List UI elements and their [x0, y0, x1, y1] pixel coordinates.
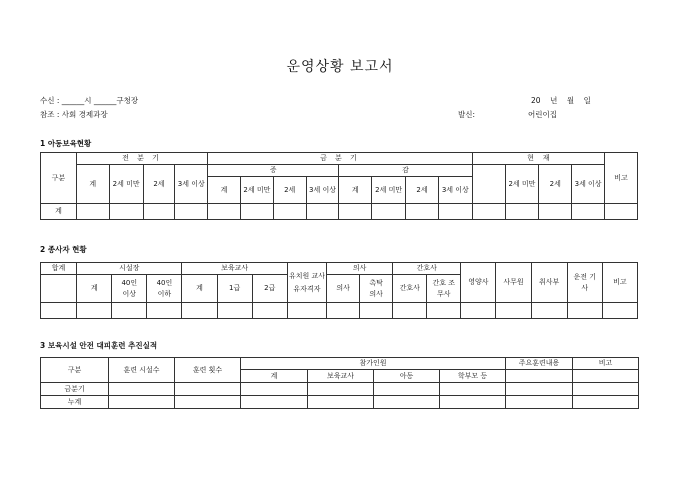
col-content: 주요훈련내용	[506, 358, 573, 370]
teacher-grade2: 2급	[252, 275, 287, 303]
cell[interactable]	[175, 396, 241, 409]
reference-line: 참조 : 사회 경제과장	[40, 110, 108, 119]
cell[interactable]	[175, 204, 208, 220]
staff-table	[40, 262, 638, 319]
teacher-total: 계	[182, 275, 217, 303]
cell[interactable]	[531, 303, 567, 319]
cell[interactable]	[241, 383, 308, 396]
now-blank	[472, 165, 505, 204]
row-cum-label: 누계	[41, 396, 109, 409]
cell[interactable]	[208, 204, 241, 220]
col-participants: 참가인원	[241, 358, 506, 370]
cell[interactable]	[461, 303, 496, 319]
cell[interactable]	[472, 204, 505, 220]
now-age2: 2세	[539, 165, 572, 204]
table-row	[41, 303, 638, 319]
cell[interactable]	[143, 204, 175, 220]
cell[interactable]	[217, 303, 252, 319]
prev-under2: 2세 미만	[109, 165, 143, 204]
content-sub-blank	[506, 370, 573, 383]
cell[interactable]	[374, 396, 440, 409]
total-blank	[41, 275, 77, 303]
cell[interactable]	[573, 383, 639, 396]
cell[interactable]	[339, 204, 372, 220]
page-title: 운영상황 보고서	[286, 59, 394, 75]
col-training-count: 훈련 횟수	[175, 358, 241, 383]
cell[interactable]	[393, 303, 427, 319]
cell[interactable]	[327, 303, 360, 319]
col-director: 시설장	[77, 263, 182, 275]
col-remark: 비고	[573, 358, 639, 370]
cell[interactable]	[572, 204, 605, 220]
col-facility-count: 훈련 시설수	[109, 358, 175, 383]
director-over40: 40인 이상	[112, 275, 147, 303]
col-nurse-group: 간호사	[393, 263, 461, 275]
cell[interactable]	[147, 303, 182, 319]
date-line: 20 년 월 일	[531, 96, 591, 105]
col-increase: 증	[208, 165, 339, 177]
cell[interactable]	[182, 303, 217, 319]
col-total: 합계	[41, 263, 77, 275]
prev-total: 계	[76, 165, 109, 204]
table-row	[41, 396, 639, 409]
cell[interactable]	[539, 204, 572, 220]
cell[interactable]	[308, 383, 374, 396]
inc-under2: 2세 미만	[240, 177, 273, 204]
table-row	[41, 204, 638, 220]
dec-total: 계	[339, 177, 372, 204]
doctor-sub: 의사	[327, 275, 360, 303]
p-child: 아동	[374, 370, 440, 383]
row-total-label: 계	[41, 204, 77, 220]
now-under2: 2세 미만	[505, 165, 539, 204]
col-clerk: 사무원	[496, 263, 531, 303]
col-prev-quarter: 전 분 기	[76, 153, 207, 165]
cell[interactable]	[440, 383, 506, 396]
child-care-table	[40, 152, 638, 220]
p-total: 계	[241, 370, 308, 383]
table-row	[41, 383, 639, 396]
cell[interactable]	[567, 303, 602, 319]
row-curr-label: 금분기	[41, 383, 109, 396]
cell[interactable]	[605, 204, 638, 220]
col-driver: 운전 기사	[567, 263, 602, 303]
col-gubun: 구분	[41, 358, 109, 383]
cell[interactable]	[273, 204, 306, 220]
cell[interactable]	[112, 303, 147, 319]
cell[interactable]	[372, 204, 406, 220]
cell[interactable]	[77, 303, 112, 319]
col-current: 현 재	[472, 153, 604, 165]
cell[interactable]	[241, 396, 308, 409]
cell[interactable]	[109, 383, 175, 396]
section2-heading: 2 종사자 현황	[40, 245, 87, 254]
col-kinder-teacher: 유치원 교사 유자격자	[287, 263, 326, 303]
prev-age2: 2세	[143, 165, 175, 204]
col-teacher: 보육교사	[182, 263, 287, 275]
cell[interactable]	[374, 383, 440, 396]
section1-heading: 1 아동보육현황	[40, 139, 92, 148]
section3-heading: 3 보육시설 안전 대피훈련 추진실적	[40, 341, 158, 350]
prev-age3: 3세 이상	[175, 165, 208, 204]
sender-label: 발신:	[458, 110, 476, 119]
now-age3: 3세 이상	[572, 165, 605, 204]
teacher-grade1: 1급	[217, 275, 252, 303]
cell[interactable]	[573, 396, 639, 409]
dec-age3: 3세 이상	[438, 177, 472, 204]
cell[interactable]	[602, 303, 637, 319]
cell[interactable]	[506, 383, 573, 396]
cell[interactable]	[109, 396, 175, 409]
cell[interactable]	[287, 303, 326, 319]
cell[interactable]	[41, 303, 77, 319]
dec-age2: 2세	[406, 177, 439, 204]
nurse-sub: 간호사	[393, 275, 427, 303]
cell[interactable]	[252, 303, 287, 319]
director-under40: 40인 이하	[147, 275, 182, 303]
cell[interactable]	[76, 204, 109, 220]
recipient-line: 수신 : ______시 ______구청장	[40, 96, 139, 105]
cell[interactable]	[506, 396, 573, 409]
cell[interactable]	[109, 204, 143, 220]
cell[interactable]	[360, 303, 393, 319]
col-decrease: 감	[339, 165, 472, 177]
cell[interactable]	[440, 396, 506, 409]
p-parent: 학부모 등	[440, 370, 506, 383]
inc-age2: 2세	[273, 177, 306, 204]
col-cook: 취사부	[531, 263, 567, 303]
cell[interactable]	[496, 303, 531, 319]
cell[interactable]	[175, 383, 241, 396]
inc-age3: 3세 이상	[306, 177, 339, 204]
cell[interactable]	[308, 396, 374, 409]
col-remark: 비고	[602, 263, 637, 303]
col-curr-quarter: 금 분 기	[208, 153, 473, 165]
col-nutritionist: 영양사	[461, 263, 496, 303]
p-teacher: 보육교사	[308, 370, 374, 383]
sender-name: 어린이집	[528, 110, 557, 119]
director-total: 계	[77, 275, 112, 303]
col-doctor: 의사	[327, 263, 393, 275]
cell[interactable]	[427, 303, 461, 319]
col-gubun: 구분	[41, 153, 77, 204]
doctor-oriental: 촉탁 의사	[360, 275, 393, 303]
cell[interactable]	[505, 204, 539, 220]
remark-sub-blank	[573, 370, 639, 383]
inc-total: 계	[208, 177, 241, 204]
col-remark: 비고	[605, 153, 638, 204]
cell[interactable]	[406, 204, 439, 220]
cell[interactable]	[240, 204, 273, 220]
dec-under2: 2세 미만	[372, 177, 406, 204]
nurse-aide: 간호 조무사	[427, 275, 461, 303]
evacuation-table	[40, 357, 639, 409]
cell[interactable]	[306, 204, 339, 220]
cell[interactable]	[438, 204, 472, 220]
